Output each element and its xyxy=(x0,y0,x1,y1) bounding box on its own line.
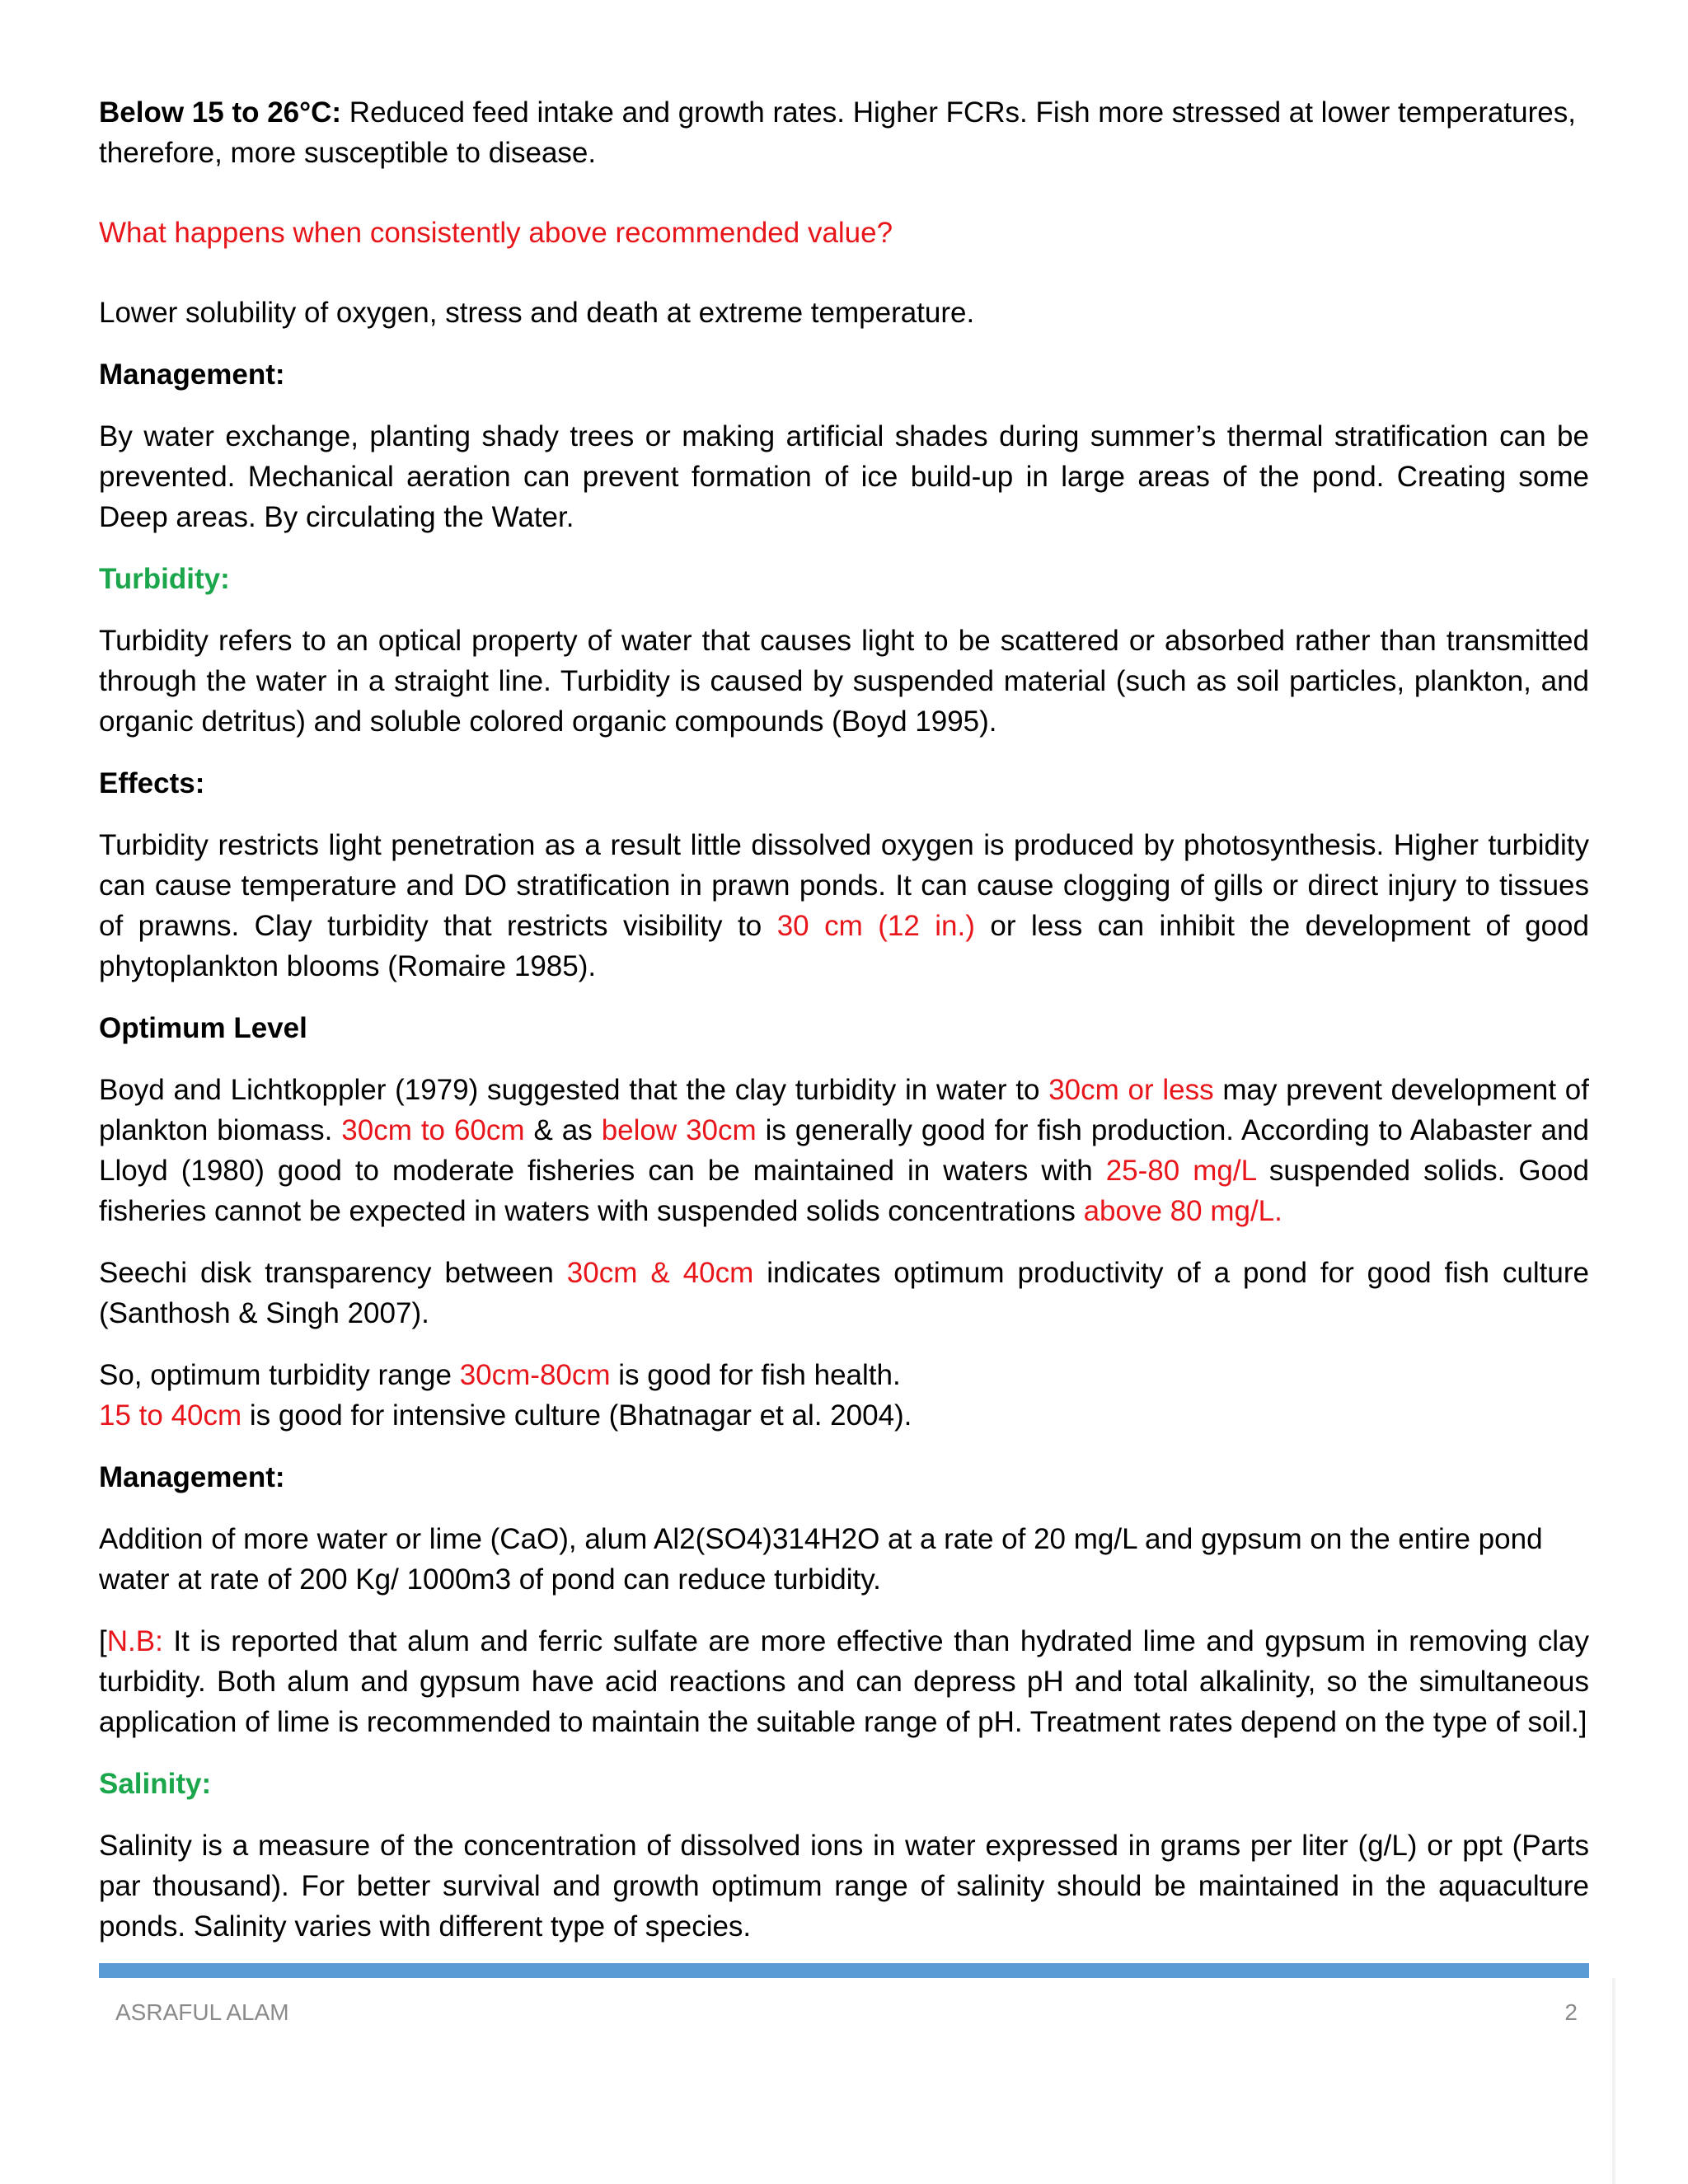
optimum-highlight-3: below 30cm xyxy=(601,1114,757,1146)
summary-text-2: is good for fish health. xyxy=(610,1359,901,1391)
document-body xyxy=(99,92,1589,1947)
optimum-text-2: may prevent development of plankton biomass. xyxy=(99,1074,1589,1146)
optimum-heading: Optimum Level xyxy=(99,1012,307,1044)
optimum-highlight-5: above 80 mg/L. xyxy=(1083,1195,1282,1227)
effects-text-1: Turbidity restricts light penetration as a result little dissolved oxygen is produced by photosynthesis. Higher turbidity can cause temperature and DO stratification in prawn ponds. It can cause clogging of gills or direct injury to tissues of prawns. Clay turbidity that restricts visibility to xyxy=(99,829,1589,942)
footer-page-number: 2 xyxy=(1564,1999,1578,2025)
summary-text-3: is good for intensive culture (Bhatnagar et al. 2004). xyxy=(241,1399,912,1432)
summary-highlight-1: 30cm-80cm xyxy=(459,1359,611,1391)
salinity-heading: Salinity: xyxy=(99,1768,212,1800)
turbidity-definition: Turbidity refers to an optical property of water that causes light to be scattered or absorbed rather than transmitted through the water in a straight line. Turbidity is caused by suspended material (such as soil particles, plankton, and organic detritus) and soluble colored organic compounds (Boyd 1995). xyxy=(99,625,1589,738)
above-answer: Lower solubility of oxygen, stress and death at extreme temperature. xyxy=(99,297,975,329)
summary-highlight-2: 15 to 40cm xyxy=(99,1399,242,1432)
temp-low-paragraph xyxy=(99,92,1589,173)
optimum-highlight-4: 25-80 mg/L xyxy=(1105,1155,1256,1187)
summary-text-1: So, optimum turbidity range xyxy=(99,1359,460,1391)
above-question: What happens when consistently above recommended value? xyxy=(99,217,893,249)
effects-text-2: or less can inhibit the development of good phytoplankton blooms (Romaire 1985). xyxy=(99,910,1589,982)
management-paragraph-1: By water exchange, planting shady trees or making artificial shades during summer’s thermal stratification can be prevented. Mechanical aeration can prevent formation of ice build-up in large areas of the pond. Creating some Deep areas. By circulating the Water. xyxy=(99,420,1589,533)
summary-paragraph xyxy=(99,1355,1589,1436)
seechi-highlight-1: 30cm & 40cm xyxy=(566,1257,754,1289)
footer-divider xyxy=(99,1963,1589,1978)
turbidity-heading: Turbidity: xyxy=(99,563,230,595)
note-paragraph xyxy=(99,1621,1589,1742)
temp-low-text: Reduced feed intake and growth rates. Higher FCRs. Fish more stressed at lower temperatures, therefore, more susceptible to disease. xyxy=(99,96,1576,169)
seechi-text-2: indicates optimum productivity of a pond for good fish culture (Santhosh & Singh 2007). xyxy=(99,1257,1589,1329)
note-label: N.B: xyxy=(106,1625,163,1657)
optimum-text-5: suspended solids. Good fisheries cannot be expected in waters with suspended solids concentrations xyxy=(99,1155,1589,1227)
management-heading-2: Management: xyxy=(99,1461,285,1493)
footer-author: ASRAFUL ALAM xyxy=(115,1999,289,2025)
management-paragraph-2: Addition of more water or lime (CaO), alum Al2(SO4)314H2O at a rate of 20 mg/L and gypsum on the entire pond water at rate of 200 Kg/ 1000m3 of pond can reduce turbidity. xyxy=(99,1523,1543,1596)
note-bracket: [ xyxy=(99,1625,107,1657)
effects-heading: Effects: xyxy=(99,767,205,799)
seechi-paragraph xyxy=(99,1253,1589,1333)
effects-highlight-1: 30 cm (12 in.) xyxy=(776,910,975,942)
optimum-text-1: Boyd and Lichtkoppler (1979) suggested that the clay turbidity in water to xyxy=(99,1074,1049,1106)
optimum-highlight-1: 30cm or less xyxy=(1048,1074,1214,1106)
effects-paragraph xyxy=(99,825,1589,987)
seechi-text-1: Seechi disk transparency between xyxy=(99,1257,567,1289)
temp-low-label: Below 15 to 26°C: xyxy=(99,96,342,129)
salinity-paragraph: Salinity is a measure of the concentration of dissolved ions in water expressed in grams per liter (g/L) or ppt (Parts par thousand). For better survival and growth optimum range of salinity should be maintained in the aquaculture ponds. Salinity varies with different type of species. xyxy=(99,1830,1589,1943)
optimum-text-3: & as xyxy=(524,1114,602,1146)
note-text: It is reported that alum and ferric sulfate are more effective than hydrated lime and gypsum in removing clay turbidity. Both alum and gypsum have acid reactions and can depress pH and total alkalinity, so the simultaneous application of lime is recommended to maintain the suitable range of pH. Treatment rates depend on the type of soil.] xyxy=(99,1625,1589,1738)
optimum-paragraph xyxy=(99,1070,1589,1231)
optimum-highlight-2: 30cm to 60cm xyxy=(341,1114,525,1146)
page-edge-shadow xyxy=(1612,1978,1615,2184)
optimum-text-4: is generally good for fish production. According to Alabaster and Lloyd (1980) good to moderate fisheries can be maintained in waters with xyxy=(99,1114,1590,1187)
management-heading-1: Management: xyxy=(99,359,285,391)
